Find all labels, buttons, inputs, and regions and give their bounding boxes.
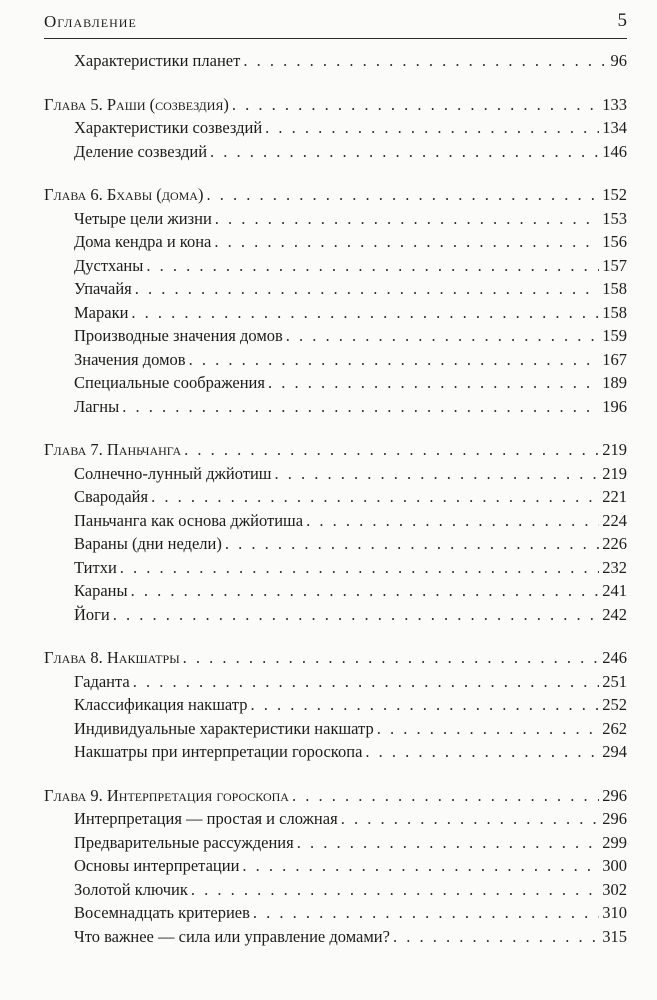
dot-leader xyxy=(122,395,599,419)
dot-leader xyxy=(306,509,599,533)
toc-section-entry xyxy=(44,230,627,254)
running-header xyxy=(44,10,627,39)
toc-entry-title: Лагны xyxy=(74,396,120,416)
toc-entry-page: 167 xyxy=(602,349,627,369)
toc-entry-title: Интерпретация — простая и сложная xyxy=(74,809,338,828)
toc-entry-title: Индивидуальные характеристики накшатр xyxy=(74,718,374,738)
toc-entry-title: Золотой ключик xyxy=(74,879,188,899)
toc-entry-page: 299 xyxy=(602,832,627,852)
toc-entry-page: 133 xyxy=(602,94,627,114)
toc-entry-page: 146 xyxy=(602,141,627,161)
toc-entry-title: Восемнадцать критериев xyxy=(74,903,250,922)
toc-entry-title: Титхи xyxy=(74,557,117,577)
toc-chapter-entry xyxy=(44,438,627,462)
toc-section-entry xyxy=(44,140,627,164)
toc-entry-page: 232 xyxy=(602,557,627,577)
toc-entry-page: 152 xyxy=(602,185,627,204)
dot-leader xyxy=(286,324,599,348)
toc-entry-page: 296 xyxy=(602,785,627,805)
toc-section-entry xyxy=(44,301,627,325)
dot-leader xyxy=(135,277,599,301)
toc-chapter-entry xyxy=(44,93,627,117)
toc-section-entry xyxy=(44,509,627,533)
toc-section-entry xyxy=(44,579,627,603)
toc-section-entry xyxy=(44,395,627,419)
toc-entry-title: Гаданта xyxy=(74,671,130,691)
dot-leader xyxy=(253,901,599,925)
toc-entry-title: Дустханы xyxy=(74,255,144,275)
toc-entry-page: 242 xyxy=(602,604,627,624)
toc-entry-title: Йоги xyxy=(74,604,110,624)
toc-chapter-entry xyxy=(44,646,627,670)
dot-leader xyxy=(225,532,599,556)
toc-entry-page: 96 xyxy=(610,51,627,70)
dot-leader xyxy=(232,93,599,117)
dot-leader xyxy=(242,854,599,878)
dot-leader xyxy=(214,230,599,254)
toc-entry-page: 219 xyxy=(602,463,627,483)
dot-leader xyxy=(133,670,600,694)
toc-section-entry xyxy=(44,603,627,627)
dot-leader xyxy=(215,207,599,231)
toc-section-entry xyxy=(44,462,627,486)
dot-leader xyxy=(183,646,600,670)
toc-entry-title: Свародайя xyxy=(74,487,149,506)
toc-section-entry xyxy=(44,254,627,278)
running-title: Оглавление xyxy=(44,12,137,31)
table-of-contents xyxy=(44,49,627,948)
toc-section-entry xyxy=(44,371,627,395)
toc-entry-title: Дома кендра и кона xyxy=(74,232,212,251)
toc-section-entry xyxy=(44,116,627,140)
dot-leader xyxy=(377,717,600,741)
page-number: 5 xyxy=(617,10,627,31)
toc-entry-title: Глава 7. Паньчанга xyxy=(44,440,182,459)
toc-entry-page: 310 xyxy=(602,903,627,922)
dot-leader xyxy=(206,183,599,207)
toc-entry-page: 224 xyxy=(602,510,627,530)
toc-entry-page: 134 xyxy=(602,118,627,137)
toc-entry-page: 226 xyxy=(602,534,627,553)
dot-leader xyxy=(131,579,600,603)
toc-section-entry xyxy=(44,878,627,902)
dot-leader xyxy=(113,603,599,627)
dot-leader xyxy=(365,740,599,764)
toc-section-entry xyxy=(44,740,627,764)
toc-chapter-entry xyxy=(44,784,627,808)
dot-leader xyxy=(184,438,599,462)
toc-entry-page: 158 xyxy=(602,302,627,322)
toc-entry-page: 241 xyxy=(602,581,627,600)
dot-leader xyxy=(265,116,599,140)
toc-entry-page: 221 xyxy=(602,487,627,506)
toc-entry-title: Паньчанга как основа джйотиша xyxy=(74,510,304,530)
toc-entry-page: 153 xyxy=(602,208,627,228)
toc-entry-page: 296 xyxy=(602,809,627,828)
toc-entry-page: 315 xyxy=(602,926,627,946)
toc-entry-page: 196 xyxy=(602,396,627,416)
toc-entry-title: Значения домов xyxy=(74,349,186,369)
toc-entry-title: Вараны (дни недели) xyxy=(74,534,222,553)
dot-leader xyxy=(151,485,599,509)
toc-entry-title: Караны xyxy=(74,581,128,600)
toc-section-entry xyxy=(44,693,627,717)
dot-leader xyxy=(131,301,599,325)
toc-entry-page: 302 xyxy=(602,879,627,899)
toc-entry-title: Четыре цели жизни xyxy=(74,208,212,228)
toc-section-entry xyxy=(44,831,627,855)
toc-entry-page: 252 xyxy=(602,695,627,714)
toc-entry-title: Характеристики созвездий xyxy=(74,118,263,137)
dot-leader xyxy=(297,831,600,855)
toc-section-entry xyxy=(44,854,627,878)
toc-entry-title: Глава 6. Бхавы (дома) xyxy=(44,185,204,204)
toc-chapter-entry xyxy=(44,183,627,207)
dot-leader xyxy=(341,807,600,831)
toc-entry-page: 246 xyxy=(602,648,627,667)
toc-entry-title: Специальные соображения xyxy=(74,373,265,392)
toc-section-entry xyxy=(44,556,627,580)
toc-entry-page: 294 xyxy=(602,742,627,761)
toc-section-entry xyxy=(44,348,627,372)
toc-entry-title: Накшатры при интерпретации гороскопа xyxy=(74,742,363,761)
toc-section-entry xyxy=(44,207,627,231)
toc-entry-title: Мараки xyxy=(74,302,129,322)
dot-leader xyxy=(243,49,607,73)
toc-entry-page: 159 xyxy=(602,326,627,345)
toc-section-entry xyxy=(44,324,627,348)
dot-leader xyxy=(268,371,599,395)
toc-entry-title: Производные значения домов xyxy=(74,326,283,345)
toc-entry-title: Упачайя xyxy=(74,279,132,298)
toc-section-entry xyxy=(44,49,627,73)
toc-entry-page: 262 xyxy=(602,718,627,738)
toc-entry-page: 157 xyxy=(602,255,627,275)
dot-leader xyxy=(393,925,599,949)
dot-leader xyxy=(274,462,599,486)
toc-section-entry xyxy=(44,807,627,831)
dot-leader xyxy=(250,693,599,717)
dot-leader xyxy=(120,556,599,580)
toc-section-entry xyxy=(44,925,627,949)
toc-entry-title: Солнечно-лунный джйотиш xyxy=(74,463,272,483)
toc-entry-title: Глава 5. Раши (созвездия) xyxy=(44,94,229,114)
toc-entry-title: Глава 9. Интерпретация гороскопа xyxy=(44,785,289,805)
toc-entry-page: 156 xyxy=(602,232,627,251)
toc-entry-page: 189 xyxy=(602,373,627,392)
toc-section-entry xyxy=(44,717,627,741)
toc-entry-title: Классификация накшатр xyxy=(74,695,248,714)
toc-entry-title: Что важнее — сила или управление домами? xyxy=(74,926,390,946)
toc-entry-title: Характеристики планет xyxy=(74,51,241,70)
toc-section-entry xyxy=(44,670,627,694)
toc-section-entry xyxy=(44,485,627,509)
toc-entry-page: 251 xyxy=(602,671,627,691)
dot-leader xyxy=(292,784,599,808)
toc-entry-title: Основы интерпретации xyxy=(74,856,240,875)
toc-entry-page: 158 xyxy=(602,279,627,298)
toc-entry-title: Деление созвездий xyxy=(74,141,208,161)
toc-section-entry xyxy=(44,901,627,925)
dot-leader xyxy=(210,140,599,164)
toc-entry-title: Глава 8. Накшатры xyxy=(44,648,180,667)
toc-entry-title: Предварительные рассуждения xyxy=(74,832,294,852)
toc-section-entry xyxy=(44,277,627,301)
dot-leader xyxy=(146,254,599,278)
toc-section-entry xyxy=(44,532,627,556)
toc-entry-page: 219 xyxy=(602,440,627,459)
dot-leader xyxy=(191,878,599,902)
dot-leader xyxy=(189,348,600,372)
toc-entry-page: 300 xyxy=(602,856,627,875)
